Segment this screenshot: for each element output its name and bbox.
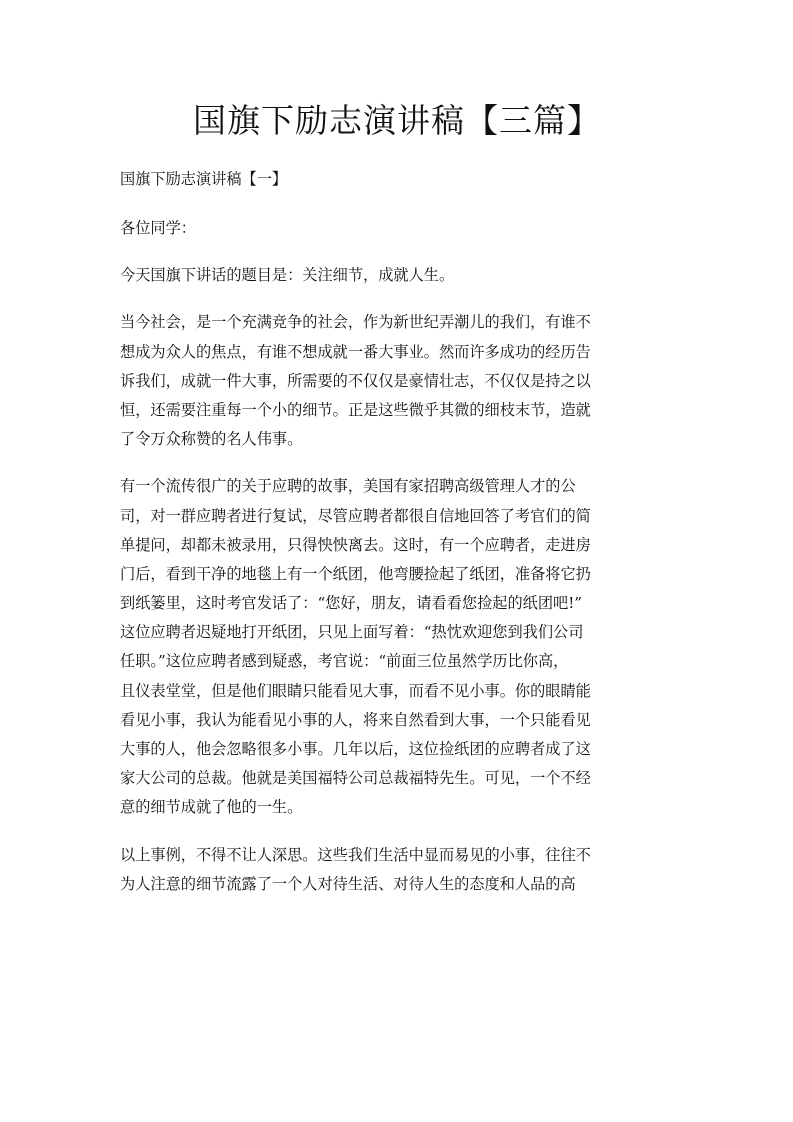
paragraph-competition [120,290,674,454]
paragraph-line: 门后，看到干净的地毯上有一个纸团，他弯腰捡起了纸团，准备将它扔 [120,564,591,583]
paragraph-line: 这位应聘者迟疑地打开纸团，只见上面写着：“热忱欢迎您到我们公司 [120,623,584,642]
greeting [120,192,674,243]
section-heading: 国旗下励志演讲稿【一】 [120,170,288,188]
paragraph-line: 家大公司的总裁。他就是美国福特公司总裁福特先生。可见，一个不经 [120,769,591,788]
paragraph-line: 看见小事，我认为能看见小事的人，将来自然看到大事，一个只能看见 [120,710,591,729]
paragraph-story [120,454,674,822]
document-title: 国旗下励志演讲稿【三篇】 [193,101,601,140]
paragraph-line: 诉我们，成就一件大事，所需要的不仅仅是豪情壮志，不仅仅是持之以 [120,371,591,390]
paragraph-line: 当今社会，是一个充满竞争的社会，作为新世纪弄潮儿的我们，有谁不 [120,313,591,332]
paragraph-line: 单提问，却都未被录用，只得怏怏离去。这时，有一个应聘者，走进房 [120,535,591,554]
paragraph-line: 任职。”这位应聘者感到疑惑，考官说：“前面三位虽然学历比你高， [120,652,569,671]
paragraph-line: 司，对一群应聘者进行复试，尽管应聘者都很自信地回答了考官们的简 [120,506,591,525]
paragraph-reflection [120,823,674,899]
paragraph-line: 了令万众称赞的名人伟事。 [120,430,303,449]
paragraph-line: 恒，还需要注重每一个小的细节。正是这些微乎其微的细枝末节，造就 [120,400,591,419]
paragraph-line: 有一个流传很广的关于应聘的故事，美国有家招聘高级管理人才的公 [120,477,576,496]
paragraph-line: 为人注意的细节流露了一个人对待生活、对待人生的态度和人品的高 [120,874,576,893]
paragraph-line: 且仪表堂堂，但是他们眼睛只能看见大事，而看不见小事。你的眼睛能 [120,681,591,700]
paragraph-line: 到纸篓里，这时考官发话了：“您好，朋友，请看看您捡起的纸团吧!” [120,594,583,613]
paragraph-topic [120,243,674,290]
paragraph-line: 大事的人，他会忽略很多小事。几年以后，这位捡纸团的应聘者成了这 [120,740,591,758]
greeting-text: 各位同学： [120,219,196,237]
paragraph-line: 意的细节成就了他的一生。 [120,798,303,817]
paragraph-line: 想成为众人的焦点，有谁不想成就一番大事业。然而许多成功的经历告 [120,342,591,361]
paragraph-line: 今天国旗下讲话的题目是：关注细节，成就人生。 [120,266,455,285]
paragraph-line: 以上事例，不得不让人深思。这些我们生活中显而易见的小事，往往不 [120,845,591,864]
